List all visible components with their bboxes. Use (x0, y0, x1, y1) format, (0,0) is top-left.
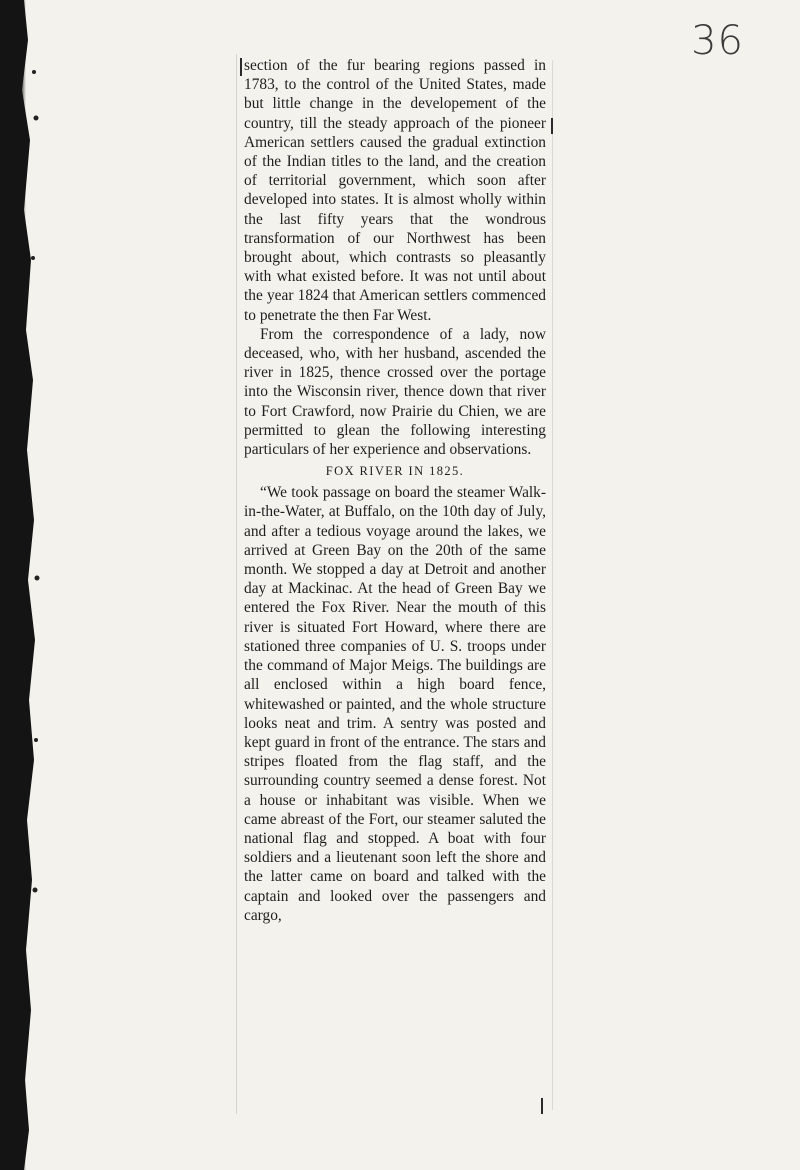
page-number: 36 (691, 18, 744, 64)
torn-edge-shape (0, 0, 35, 1170)
margin-tick (551, 118, 553, 134)
column-left-rule (236, 54, 237, 1114)
edge-speck (34, 738, 38, 742)
article-paragraph: section of the fur bearing regions passed in 1783, to the control of the United States, made but little change in the developement of the country, till the steady approach of the pioneer American settlers caused the gradual extinction of the Indian titles to the land, and the creation of territorial government, which soon after developed into states. It is almost wholly within the last fifty years that the wondrous transformation of our Northwest has been brought about, which contrasts so pleasantly with what existed before. It was not until about the year 1824 that American settlers commenced to penetrate the then Far West. (244, 57, 546, 324)
quoted-letter: “We took passage on board the steamer Walk-in-the-Water, at Buffalo, on the 10th day of July, and after a tedious voyage around the lakes, we arrived at Green Bay on the 20th of the same month. We stopped a day at Detroit and another day at Mackinac. At the head of Green Bay we entered the Fox River. Near the mouth of this river is situated Fort Howard, where there are stationed three companies of U. S. troops under the command of Major Meigs. The buildings are all enclosed within a high board fence, whitewashed or painted, and the whole structure looks neat and trim. A sentry was posted and kept guard in front of the entrance. The stars and stripes floated from the flag staff, and the surrounding country seemed a dense forest. Not a house or inhabitant was visible. When we came abreast of the Fort, our steamer saluted the national flag and stopped. A boat with four soldiers and a lieutenant soon left the shore and the latter came on board and talked with the captain and looked over the passengers and cargo, (244, 484, 546, 924)
article-column (244, 56, 546, 925)
scan-torn-edge (0, 0, 40, 1170)
article-paragraph: From the correspondence of a lady, now deceased, who, with her husband, ascended the river in 1825, thence crossed over the portage into the Wisconsin river, thence down that river to Fort Crawford, now Prairie du Chien, we are permitted to glean the following interesting particulars of her experience and observations. (244, 325, 546, 459)
column-right-rule (552, 60, 553, 1110)
edge-speck (34, 116, 39, 121)
edge-speck (35, 576, 40, 581)
margin-tick (541, 1098, 543, 1114)
section-heading: FOX RIVER IN 1825. (325, 464, 465, 479)
margin-tick (240, 58, 242, 76)
edge-speck (33, 888, 38, 893)
edge-speck (31, 256, 35, 260)
edge-speck (32, 70, 36, 74)
